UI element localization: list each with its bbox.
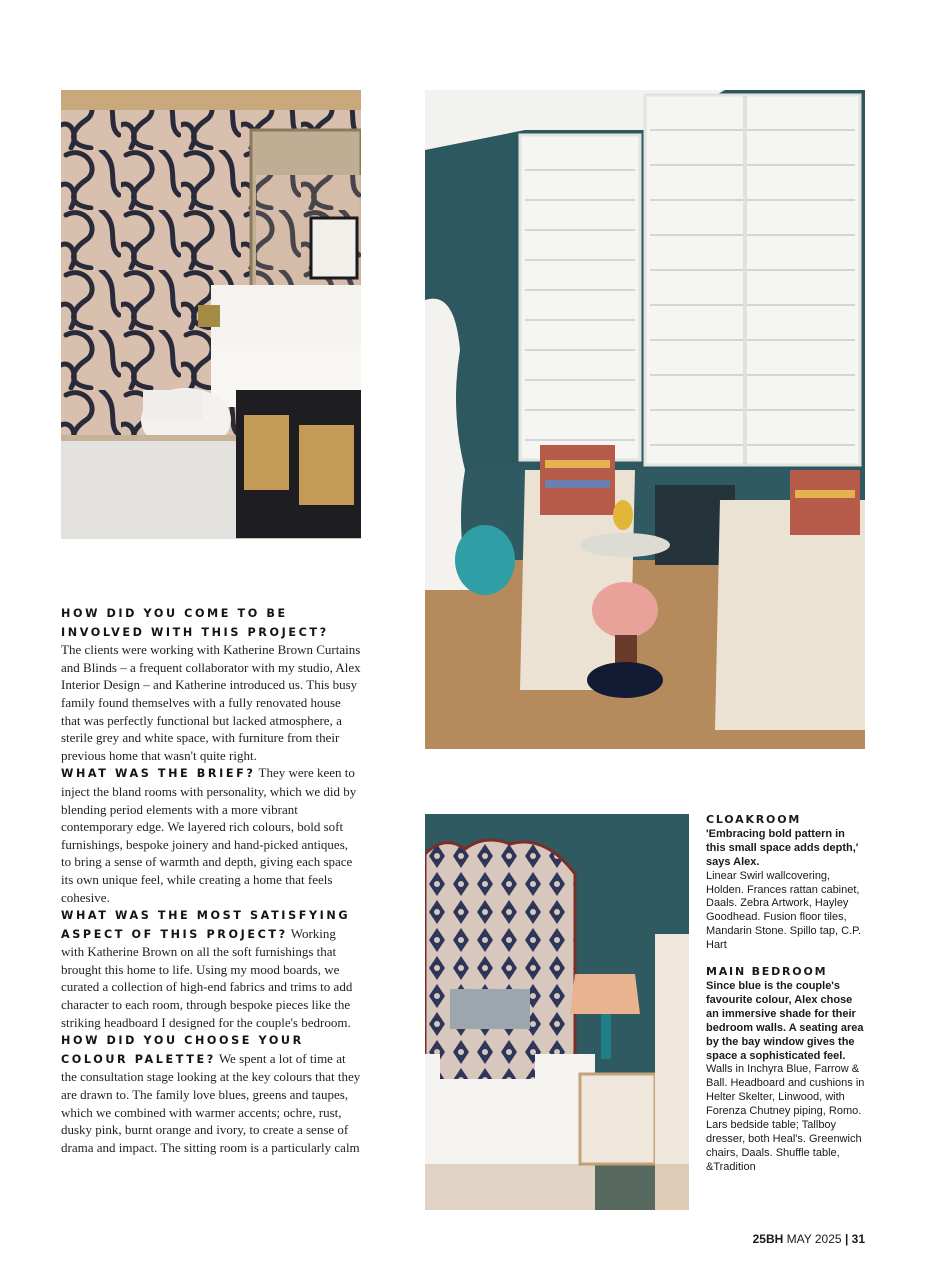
issue-date: MAY 2025 <box>786 1232 842 1246</box>
answer-4: We spent a lot of time at the consultation stage looking at the key colours that they are drawn to. The family love blues, greens and taupes, which we combined with warmer accents; ochre, rust, dusky pink, burnt orange and ivory, to create a sense of drama and impact. The sitting room is a particularly calm <box>61 1050 361 1155</box>
bedroom-caption-heading: MAIN BEDROOM <box>706 965 828 979</box>
question-2-paragraph <box>61 764 361 906</box>
footer-separator: | <box>844 1232 849 1246</box>
cloakroom-caption-heading: CLOAKROOM <box>706 813 802 826</box>
cloakroom-caption-quote: 'Embracing bold pattern in this small space adds depth,' says Alex. <box>706 827 859 868</box>
article-body <box>61 604 361 1156</box>
bedroom-caption-credits: Walls in Inchyra Blue, Farrow & Ball. Headboard and cushions in Helter Skelter, Linwood, with Forenza Chutney piping, Romo. Lars bedside table; Tallboy dresser, both Heal's. Greenwich chairs, Daals. Shuffle table, &Tradition <box>706 1063 865 1173</box>
answer-3: Working with Katherine Brown on all the soft furnishings that brought this home to life. Using my mood boards, we curated a collection of high-end fabrics and trims to add character to each room, through bespoke pieces like the striking headboard I designed for the couple's bedroom. <box>61 925 353 1030</box>
question-1-heading: HOW DID YOU COME TO BE INVOLVED WITH THIS PROJECT? <box>61 607 329 639</box>
cloakroom-photo <box>61 90 361 539</box>
answer-1: The clients were working with Katherine Brown Curtains and Blinds – a frequent collaborator with my studio, Alex Interior Design – and Katherine introduced us. This busy family found themselves with a fully renovated house that was perfectly functional but lacked atmosphere, a sterile grey and white space, with furniture from their previous home that wasn't quite right. <box>61 642 361 763</box>
question-3-paragraph <box>61 906 361 1031</box>
bedroom-caption-quote: Since blue is the couple's favourite colour, Alex chose an immersive shade for their bedroom walls. A seating area by the bay window gives the space a sophisticated feel. <box>706 979 864 1062</box>
answer-2: They were keen to inject the bland rooms with personality, which we did by blending period elements with a more vibrant contemporary edge. We layered rich colours, bold soft furnishings, bespoke joinery and hand-picked antiques, to bring a sense of warmth and depth, giving each space its own unique feel, while creating a home that feels cohesive. <box>61 765 357 905</box>
sitting-room-bay-window-photo <box>425 90 865 749</box>
question-1 <box>61 604 361 641</box>
question-3-heading: WHAT WAS THE MOST SATISFYING ASPECT OF THIS PROJECT? <box>61 909 351 941</box>
cloakroom-caption-credits: Linear Swirl wallcovering, Holden. Frances rattan cabinet, Daals. Zebra Artwork, Hayley Goodhead. Fusion floor tiles, Mandarin Stone. Spillo tap, C.P. Hart <box>706 869 862 952</box>
page-number: 31 <box>851 1232 865 1246</box>
page-footer <box>753 1232 865 1246</box>
question-4-heading: HOW DID YOU CHOOSE YOUR COLOUR PALETTE? <box>61 1034 304 1066</box>
magazine-brand: 25BH <box>752 1232 784 1246</box>
cloakroom-caption <box>706 813 866 953</box>
bedroom-caption <box>706 965 866 1175</box>
photo-captions <box>706 813 866 1187</box>
question-2-heading: WHAT WAS THE BRIEF? <box>61 767 256 781</box>
main-bedroom-photo <box>425 814 689 1210</box>
question-4-paragraph <box>61 1031 361 1156</box>
